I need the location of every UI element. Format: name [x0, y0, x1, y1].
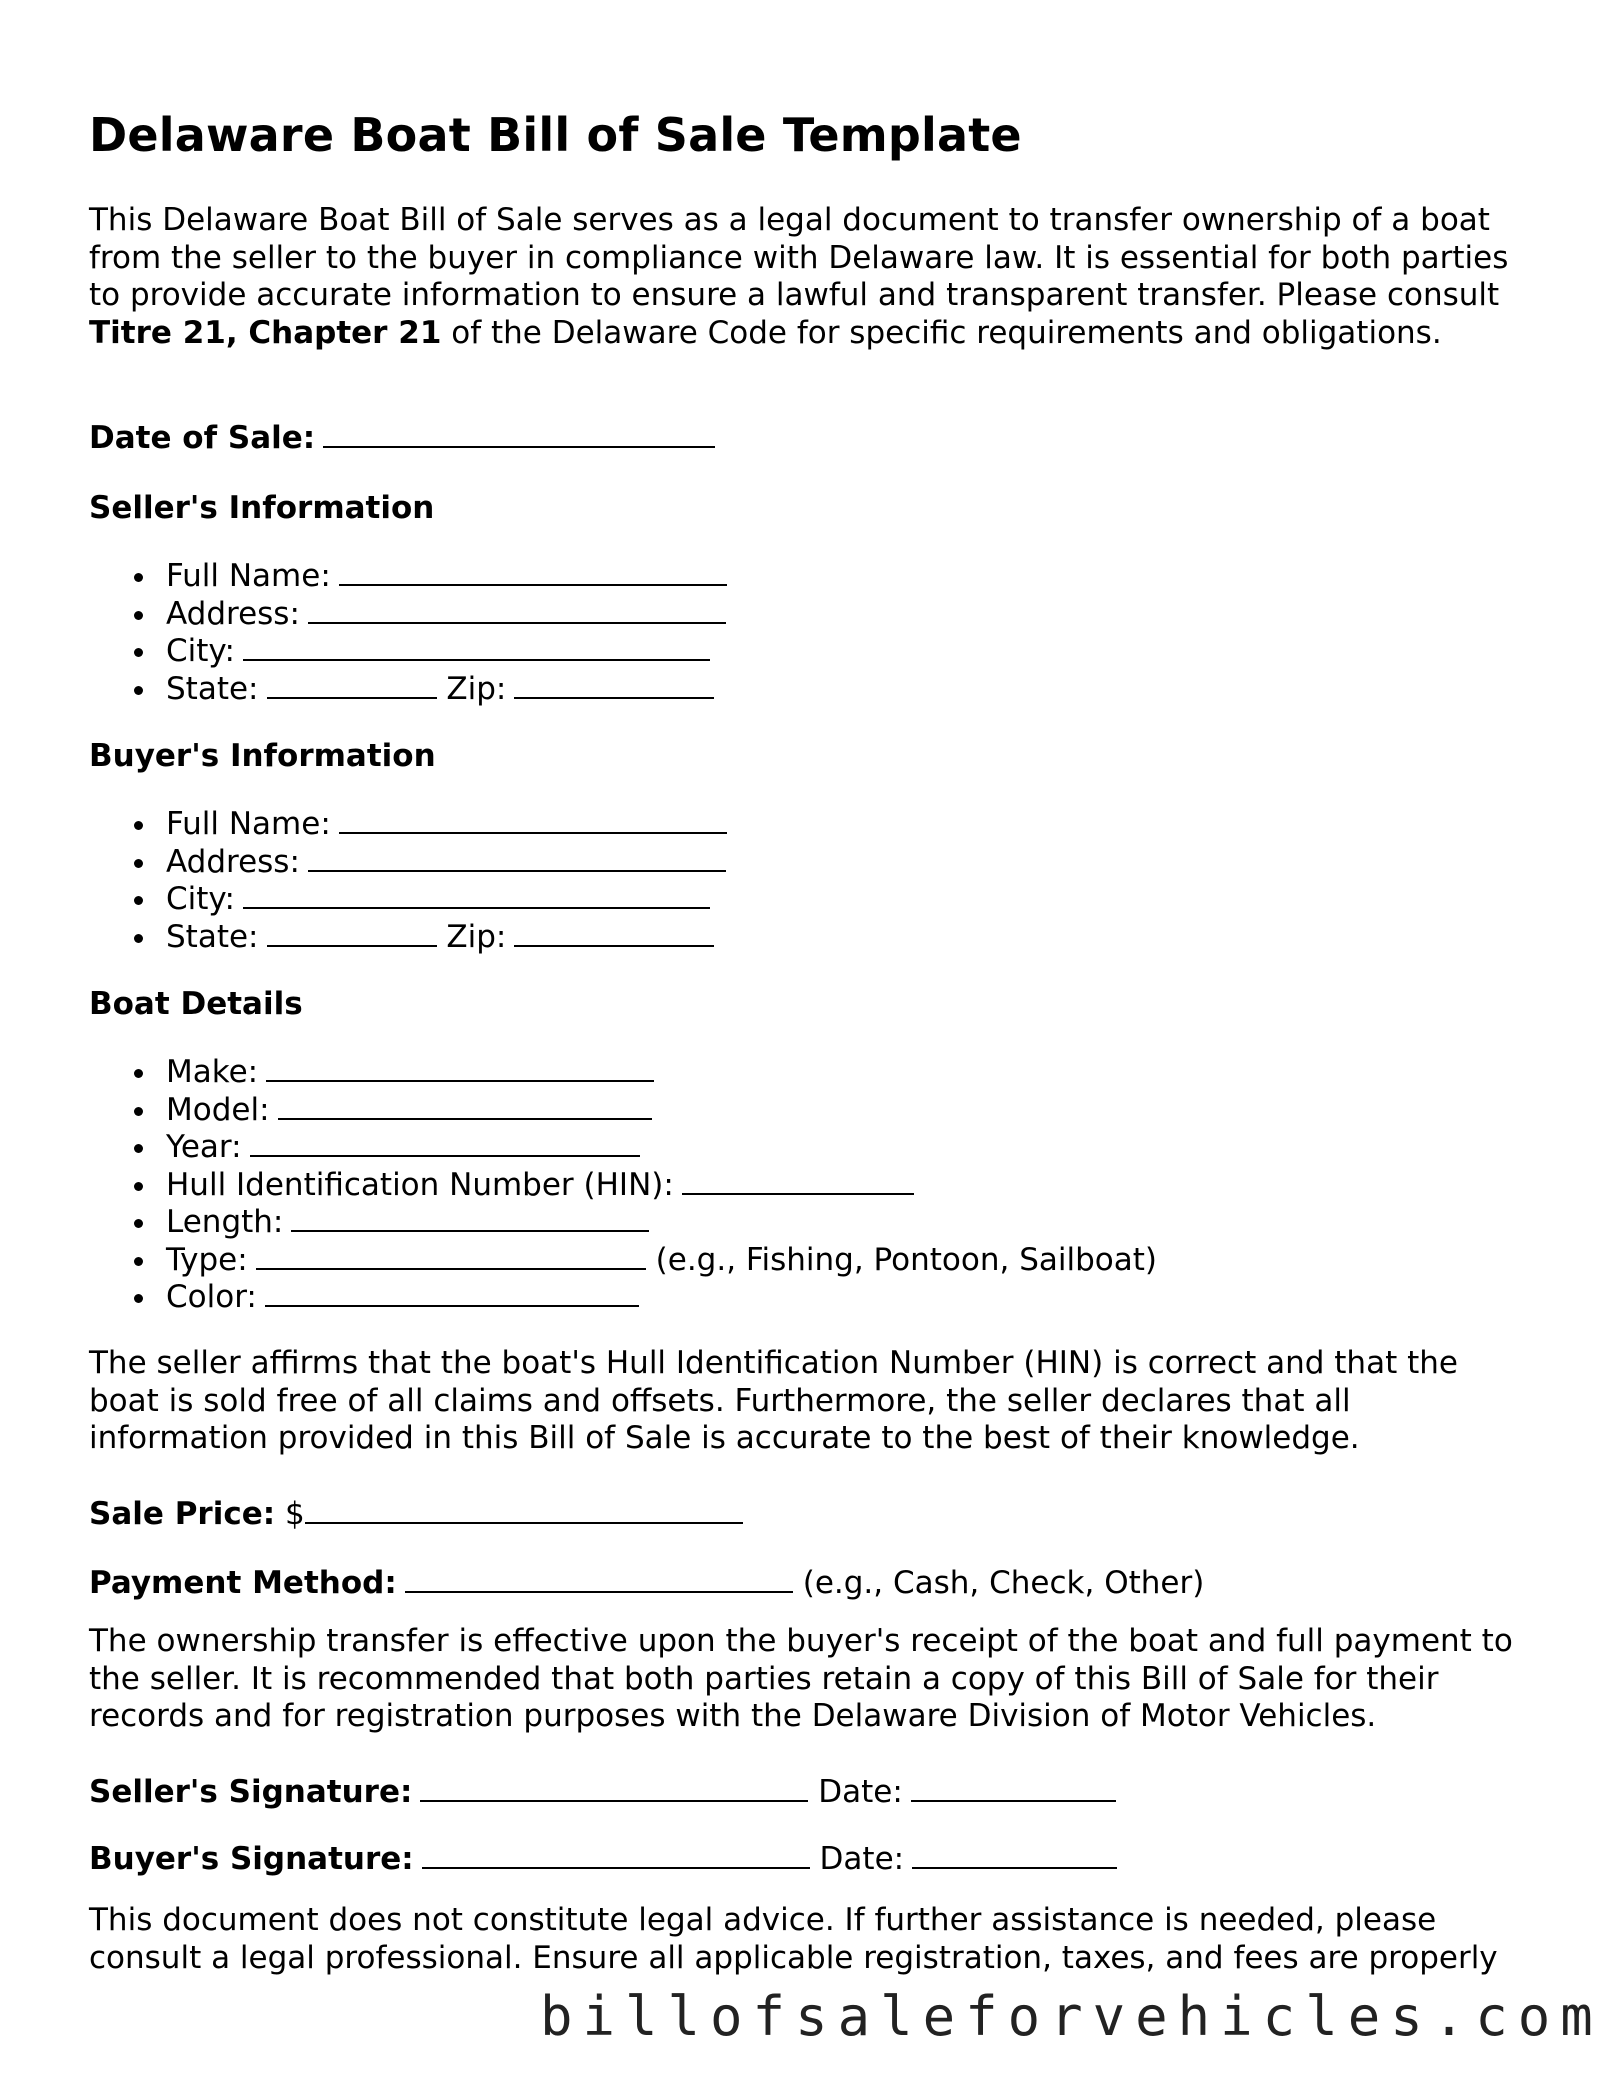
boat-year-label: Year: — [166, 1129, 242, 1165]
buyer-full-name-row — [89, 806, 727, 844]
seller-info-list — [89, 558, 727, 708]
seller-address-label: Address: — [166, 595, 300, 632]
buyer-address-row — [89, 844, 727, 882]
boat-model-label: Model: — [166, 1091, 270, 1128]
intro-text-end: of the Delaware Code for specific requirements and obligations. — [441, 314, 1442, 351]
buyer-state-label: State: — [166, 918, 259, 955]
seller-state-field[interactable] — [267, 671, 437, 699]
boat-details-heading: Boat Details — [89, 986, 303, 1022]
buyer-zip-label: Zip: — [446, 918, 507, 955]
seller-zip-field[interactable] — [514, 671, 714, 699]
seller-state-label: State: — [166, 670, 259, 707]
seller-city-label: City: — [166, 633, 235, 669]
buyer-state-zip-row — [89, 919, 727, 957]
intro-text: This Delaware Boat Bill of Sale serves as a legal document to transfer ownership of a boat from the seller to the buyer in compliance with Delaware law. It is essential for both parties to provide accurate information to ensure a lawful and transparent transfer. Please consult — [89, 202, 1509, 313]
sale-price-field[interactable] — [305, 1496, 743, 1524]
seller-zip-label: Zip: — [446, 670, 507, 707]
seller-signature-field[interactable] — [420, 1774, 808, 1802]
boat-make-label: Make: — [166, 1054, 259, 1090]
boat-type-field[interactable] — [256, 1242, 646, 1270]
buyer-zip-field[interactable] — [514, 919, 714, 947]
payment-method-label: Payment Method: — [89, 1565, 397, 1601]
seller-full-name-label: Full Name: — [166, 558, 331, 594]
seller-signature-label: Seller's Signature: — [89, 1774, 413, 1810]
boat-type-hint: (e.g., Fishing, Pontoon, Sailboat) — [655, 1241, 1157, 1278]
date-of-sale-field[interactable] — [323, 420, 715, 448]
seller-address-field[interactable] — [308, 596, 726, 624]
buyer-full-name-field[interactable] — [339, 806, 727, 834]
intro-legal-reference: Titre 21, Chapter 21 — [89, 314, 442, 351]
buyer-state-field[interactable] — [267, 919, 437, 947]
boat-type-row — [89, 1242, 1157, 1280]
buyer-full-name-label: Full Name: — [166, 806, 331, 842]
buyer-signature-label: Buyer's Signature: — [89, 1841, 414, 1877]
seller-date-label: Date: — [818, 1774, 903, 1810]
buyer-city-field[interactable] — [243, 881, 710, 909]
seller-signature-row — [89, 1774, 1116, 1810]
buyer-info-heading: Buyer's Information — [89, 738, 436, 774]
seller-full-name-field[interactable] — [339, 558, 727, 586]
boat-color-row — [89, 1279, 1157, 1317]
buyer-signature-field[interactable] — [422, 1841, 810, 1869]
seller-affirmation: The seller affirms that the boat's Hull Identification Number (HIN) is correct and that the boat is sold free of all claims and offsets. Furthermore, the seller declares that all information provided in this Bill of Sale is accurate to the best of their knowledge. — [89, 1345, 1458, 1456]
boat-year-row — [89, 1129, 1157, 1167]
boat-length-field[interactable] — [291, 1204, 649, 1232]
boat-model-field[interactable] — [278, 1092, 652, 1120]
seller-info-heading: Seller's Information — [89, 490, 435, 526]
currency-symbol: $ — [284, 1496, 305, 1532]
boat-year-field[interactable] — [250, 1129, 640, 1157]
buyer-date-field[interactable] — [912, 1841, 1117, 1869]
seller-state-zip-row — [89, 671, 727, 709]
sale-price-label: Sale Price: — [89, 1496, 276, 1532]
payment-method-row — [89, 1565, 1204, 1601]
boat-make-row — [89, 1054, 1157, 1092]
boat-length-label: Length: — [166, 1204, 284, 1240]
sale-price-row — [89, 1496, 743, 1532]
buyer-city-row — [89, 881, 727, 919]
boat-model-row — [89, 1092, 1157, 1130]
disclaimer-paragraph: This document does not constitute legal advice. If further assistance is needed, please consult a legal professional. Ensure all applicable registration, taxes, and fees are properly — [89, 1902, 1498, 1976]
buyer-address-label: Address: — [166, 843, 300, 880]
transfer-paragraph: The ownership transfer is effective upon the buyer's receipt of the boat and full payment to the seller. It is recommended that both parties retain a copy of this Bill of Sale for their records and for registration purposes with the Delaware Division of Motor Vehicles. — [89, 1623, 1513, 1734]
boat-color-field[interactable] — [265, 1279, 639, 1307]
date-of-sale-row — [89, 420, 715, 456]
boat-make-field[interactable] — [266, 1054, 654, 1082]
boat-type-label: Type: — [166, 1241, 248, 1278]
boat-details-list — [89, 1054, 1157, 1317]
buyer-date-label: Date: — [819, 1841, 905, 1877]
payment-method-hint: (e.g., Cash, Check, Other) — [802, 1565, 1205, 1601]
buyer-address-field[interactable] — [308, 844, 726, 872]
boat-length-row — [89, 1204, 1157, 1242]
seller-date-field[interactable] — [911, 1774, 1116, 1802]
page-title: Delaware Boat Bill of Sale Template — [89, 108, 1022, 162]
buyer-info-list — [89, 806, 727, 956]
buyer-signature-row — [89, 1841, 1117, 1877]
site-watermark: billofsaleforvehicles.com — [540, 1985, 1603, 2048]
seller-full-name-row — [89, 558, 727, 596]
seller-address-row — [89, 596, 727, 634]
payment-method-field[interactable] — [405, 1565, 793, 1593]
seller-city-row — [89, 633, 727, 671]
date-of-sale-label: Date of Sale: — [89, 420, 316, 456]
boat-hin-label: Hull Identification Number (HIN): — [166, 1166, 674, 1203]
boat-color-label: Color: — [166, 1279, 257, 1315]
seller-city-field[interactable] — [243, 633, 710, 661]
boat-hin-field[interactable] — [682, 1167, 914, 1195]
intro-paragraph — [89, 202, 1529, 352]
boat-hin-row — [89, 1167, 1157, 1205]
buyer-city-label: City: — [166, 881, 235, 917]
